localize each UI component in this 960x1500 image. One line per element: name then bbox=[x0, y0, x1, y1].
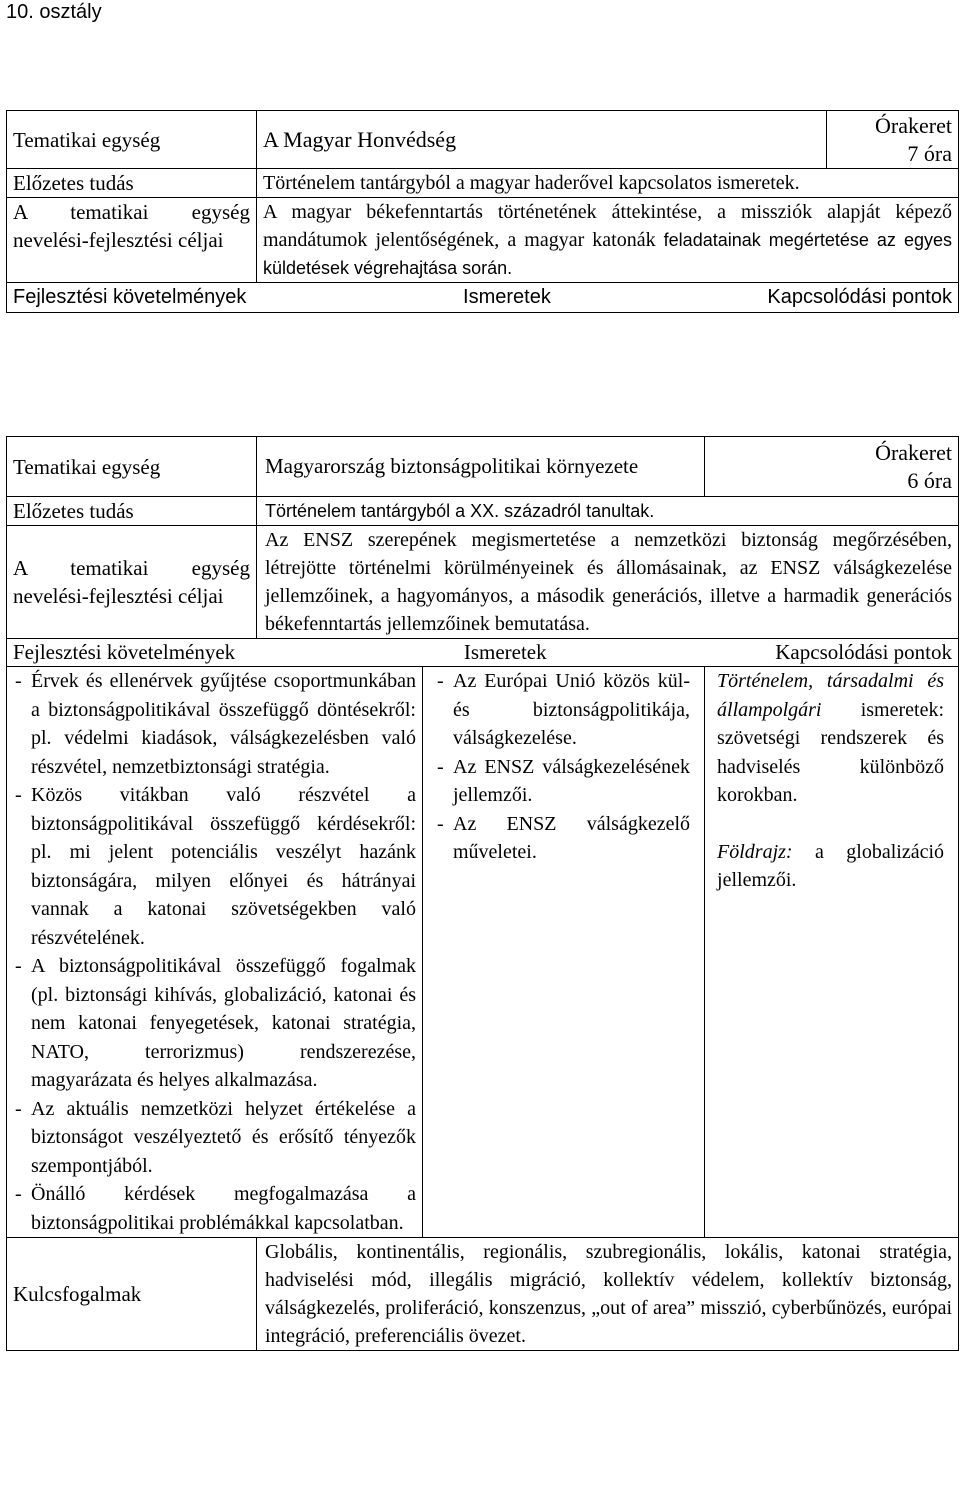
unit2-ismeretek-cell bbox=[423, 667, 705, 1238]
kapcsolodasi-foldrajz-subject: Földrajz: bbox=[717, 840, 793, 863]
unit2-fejlesztesi-list bbox=[13, 667, 416, 1237]
kapcsolodasi-foldrajz bbox=[717, 838, 944, 895]
unit2-col-kapcsolodasi: Kapcsolódási pontok bbox=[775, 640, 952, 664]
unit2-orakeret-label: Órakeret bbox=[875, 439, 953, 465]
unit1-celjai-text-sans: feladatainak megértetése az egyes küldetések végrehajtása során. bbox=[263, 230, 952, 278]
unit2-ismeretek-list bbox=[435, 667, 690, 867]
unit2-orakeret bbox=[705, 437, 959, 497]
unit2-kapcsolodasi-cell bbox=[705, 667, 959, 1238]
unit2-kulcsfogalmak-text: Globális, kontinentális, regionális, szubregionális, lokális, katonai stratégia, hadviselési mód, illegális migráció, kollektív védelem, kollektív biztonság, válságkezelés, proliferáció, konszenzus, „out of area” misszió, cyberbűnözés, európai integráció, preferenciális övezet. bbox=[257, 1238, 959, 1351]
unit1-celjai-text-main: A magyar békefenntartás történetének áttekintése, a missziók alapját képező mandátumok jelentőségének, a magyar katonák bbox=[263, 201, 952, 251]
kapcsolodasi-tortenelem-subject: Történelem, társadalmi és állampolgári bbox=[717, 670, 945, 721]
unit1-orakeret bbox=[827, 111, 959, 169]
list-item: - Érvek és ellenérvek gyűjtése csoportmunkában a biztonságpolitikával összefüggő döntésekről: pl. védelmi kiadások, válságkezelésben való részvétel, nemzetbiztonsági stratégia. bbox=[13, 667, 416, 781]
list-item: - A biztonságpolitikával összefüggő fogalmak (pl. biztonsági kihívás, globalizáció, katonai és nem katonai fenyegetések, katonai stratégia, NATO, terrorizmus) rendszerezése, magyarázata és helyes alkalmazása. bbox=[13, 952, 416, 1095]
unit1-col-ismeretek: Ismeretek bbox=[463, 286, 551, 308]
unit1-col-fejlesztesi: Fejlesztési követelmények bbox=[13, 286, 247, 308]
kapcsolodasi-foldrajz-text: a globalizáció jellemzői. bbox=[717, 840, 945, 891]
unit1-orakeret-value: 7 óra bbox=[907, 140, 952, 166]
unit1-table bbox=[6, 110, 959, 313]
unit2-elozetes-label: Előzetes tudás bbox=[7, 497, 257, 526]
grade-heading: 10. osztály bbox=[6, 1, 102, 23]
kapcsolodasi-tortenelem bbox=[717, 667, 944, 810]
list-item: - Az Európai Unió közös kül- és biztonságpolitikája, válságkezelése. bbox=[435, 667, 690, 753]
unit1-col-kapcsolodasi: Kapcsolódási pontok bbox=[767, 286, 952, 308]
list-item: - Az ENSZ válságkezelésének jellemzői. bbox=[435, 753, 690, 810]
unit1-tematikai-label: Tematikai egység bbox=[7, 111, 257, 169]
list-item: - Önálló kérdések megfogalmazása a biztonságpolitikai problémákkal kapcsolatban. bbox=[13, 1180, 416, 1237]
unit1-orakeret-label: Órakeret bbox=[875, 112, 952, 138]
list-item: - Közös vitákban való részvétel a biztonságpolitikával összefüggő kérdésekről: pl. mi jelent potenciális veszélyt hazánk biztonságára, milyen előnyei és hátrányai vannak a katonai szövetségekben való részvételének. bbox=[13, 781, 416, 952]
unit2-celjai-text: Az ENSZ szerepének megismertetése a nemzetközi biztonság megőrzésében, létrejötte történelmi körülményeinek és állomásainak, az ENSZ válságkezelése jellemzőinek, a hagyományos, a második generációs, illetve a harmadik generációs békefenntartás jellemzőinek bemutatása. bbox=[257, 526, 959, 639]
unit1-celjai-label: A tematikai egység nevelési-fejlesztési céljai bbox=[7, 198, 257, 283]
unit2-kulcsfogalmak-label: Kulcsfogalmak bbox=[7, 1238, 257, 1351]
unit1-title: A Magyar Honvédség bbox=[257, 111, 827, 169]
unit2-columns-header bbox=[7, 639, 959, 667]
unit2-col-ismeretek: Ismeretek bbox=[463, 640, 547, 664]
unit1-elozetes-label: Előzetes tudás bbox=[7, 169, 257, 198]
unit2-fejlesztesi-cell bbox=[7, 667, 423, 1238]
unit1-columns-header bbox=[7, 283, 959, 313]
unit2-celjai-label: A tematikai egység nevelési-fejlesztési céljai bbox=[7, 526, 257, 639]
unit2-title: Magyarország biztonságpolitikai környezete bbox=[257, 437, 705, 497]
unit2-table bbox=[6, 436, 959, 1351]
unit1-elozetes-text: Történelem tantárgyból a magyar haderővel kapcsolatos ismeretek. bbox=[257, 169, 959, 198]
list-item: - Az aktuális nemzetközi helyzet értékelése a biztonságot veszélyeztető és erősítő tényezők szempontjából. bbox=[13, 1095, 416, 1181]
unit2-col-fejlesztesi: Fejlesztési követelmények bbox=[13, 640, 236, 664]
list-item: - Az ENSZ válságkezelő műveletei. bbox=[435, 810, 690, 867]
unit2-tematikai-label: Tematikai egység bbox=[7, 437, 257, 497]
unit2-orakeret-value: 6 óra bbox=[907, 467, 953, 493]
kapcsolodasi-tortenelem-text: ismeretek: szövetségi rendszerek és hadviselés különböző korokban. bbox=[717, 698, 945, 806]
unit2-elozetes-text: Történelem tantárgyból a XX. századról tanultak. bbox=[257, 497, 959, 526]
unit1-celjai-text bbox=[257, 198, 959, 283]
